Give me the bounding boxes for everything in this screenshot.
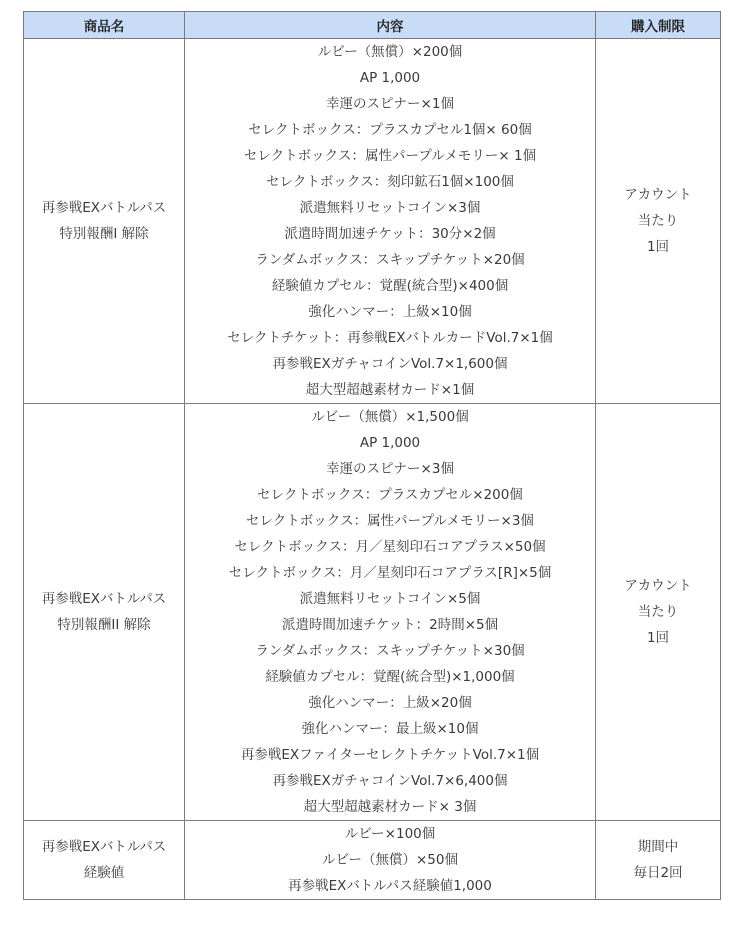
purchase-limit-cell (596, 821, 721, 900)
limit-line: 当たり (637, 604, 679, 620)
product-table-container (23, 11, 720, 900)
table-row (24, 39, 721, 404)
table-header-row (24, 12, 721, 39)
purchase-limit-cell (596, 39, 721, 404)
header-contents: 内容 (185, 12, 596, 39)
table-row (24, 821, 721, 900)
limit-line: 1回 (646, 239, 670, 255)
content-item: ルビー（無償）×1,500個 (311, 409, 469, 425)
content-item: 幸運のスピナー×1個 (326, 96, 454, 112)
product-name-line: 再参戦EXバトルパス (41, 200, 167, 216)
limit-line: アカウント (624, 187, 692, 203)
product-name-line: 再参戦EXバトルパス (41, 591, 167, 607)
product-name-cell (24, 821, 185, 900)
content-item: 再参戦EXファイターセレクトチケットVol.7×1個 (240, 747, 540, 763)
product-name-line: 特別報酬II 解除 (57, 617, 151, 633)
header-product-name: 商品名 (24, 12, 185, 39)
product-name-line: 特別報酬I 解除 (59, 226, 149, 242)
content-item: セレクトボックス：属性パープルメモリー×3個 (246, 513, 534, 529)
table-row (24, 404, 721, 821)
content-item: ランダムボックス：スキップチケット×20個 (255, 252, 525, 268)
limit-line: 毎日2回 (633, 865, 683, 881)
content-item: セレクトボックス：プラスカプセル×200個 (257, 487, 523, 503)
content-item: セレクトボックス：プラスカプセル1個× 60個 (248, 122, 532, 138)
product-name-cell (24, 404, 185, 821)
product-name-line: 再参戦EXバトルパス (41, 839, 167, 855)
content-item: 再参戦EXガチャコインVol.7×6,400個 (272, 773, 508, 789)
content-item: セレクトボックス：月／星刻印石コアプラス×50個 (234, 539, 546, 555)
product-name-cell (24, 39, 185, 404)
content-item: 超大型超越素材カード× 3個 (303, 799, 477, 815)
content-item: 強化ハンマー：上級×10個 (308, 304, 472, 320)
header-purchase-limit: 購入制限 (596, 12, 721, 39)
limit-line: 1回 (646, 630, 670, 646)
contents-cell (185, 39, 596, 404)
content-item: ルビー（無償）×50個 (322, 852, 458, 868)
product-table (23, 11, 721, 900)
content-item: セレクトボックス：属性パープルメモリー× 1個 (243, 148, 537, 164)
content-item: 経験値カプセル：覚醒(統合型)×400個 (271, 278, 509, 294)
content-item: 超大型超越素材カード×1個 (305, 382, 475, 398)
content-item: セレクトボックス：刻印鉱石1個×100個 (266, 174, 514, 190)
content-item: セレクトボックス：月／星刻印石コアプラス[R]×5個 (228, 565, 552, 581)
content-item: 再参戦EXバトルパス経験値1,000 (288, 878, 492, 894)
content-item: 経験値カプセル：覚醒(統合型)×1,000個 (265, 669, 515, 685)
purchase-limit-cell (596, 404, 721, 821)
limit-line: 期間中 (637, 839, 679, 855)
content-item: 派遣無料リセットコイン×3個 (299, 200, 481, 216)
limit-line: 当たり (637, 213, 679, 229)
content-item: ルビー（無償）×200個 (317, 44, 463, 60)
contents-cell (185, 821, 596, 900)
content-item: AP 1,000 (359, 70, 421, 86)
content-item: 幸運のスピナー×3個 (326, 461, 454, 477)
content-item: セレクトチケット：再参戦EXバトルカードVol.7×1個 (227, 330, 553, 346)
content-item: ルビー×100個 (344, 826, 436, 842)
content-item: 再参戦EXガチャコインVol.7×1,600個 (272, 356, 508, 372)
content-item: 派遣無料リセットコイン×5個 (299, 591, 481, 607)
content-item: ランダムボックス：スキップチケット×30個 (255, 643, 525, 659)
contents-cell (185, 404, 596, 821)
content-item: 強化ハンマー：上級×20個 (308, 695, 472, 711)
product-name-line: 経験値 (83, 865, 125, 881)
content-item: 強化ハンマー：最上級×10個 (301, 721, 479, 737)
content-item: AP 1,000 (359, 435, 421, 451)
limit-line: アカウント (624, 578, 692, 594)
content-item: 派遣時間加速チケット：2時間×5個 (281, 617, 499, 633)
content-item: 派遣時間加速チケット：30分×2個 (284, 226, 496, 242)
